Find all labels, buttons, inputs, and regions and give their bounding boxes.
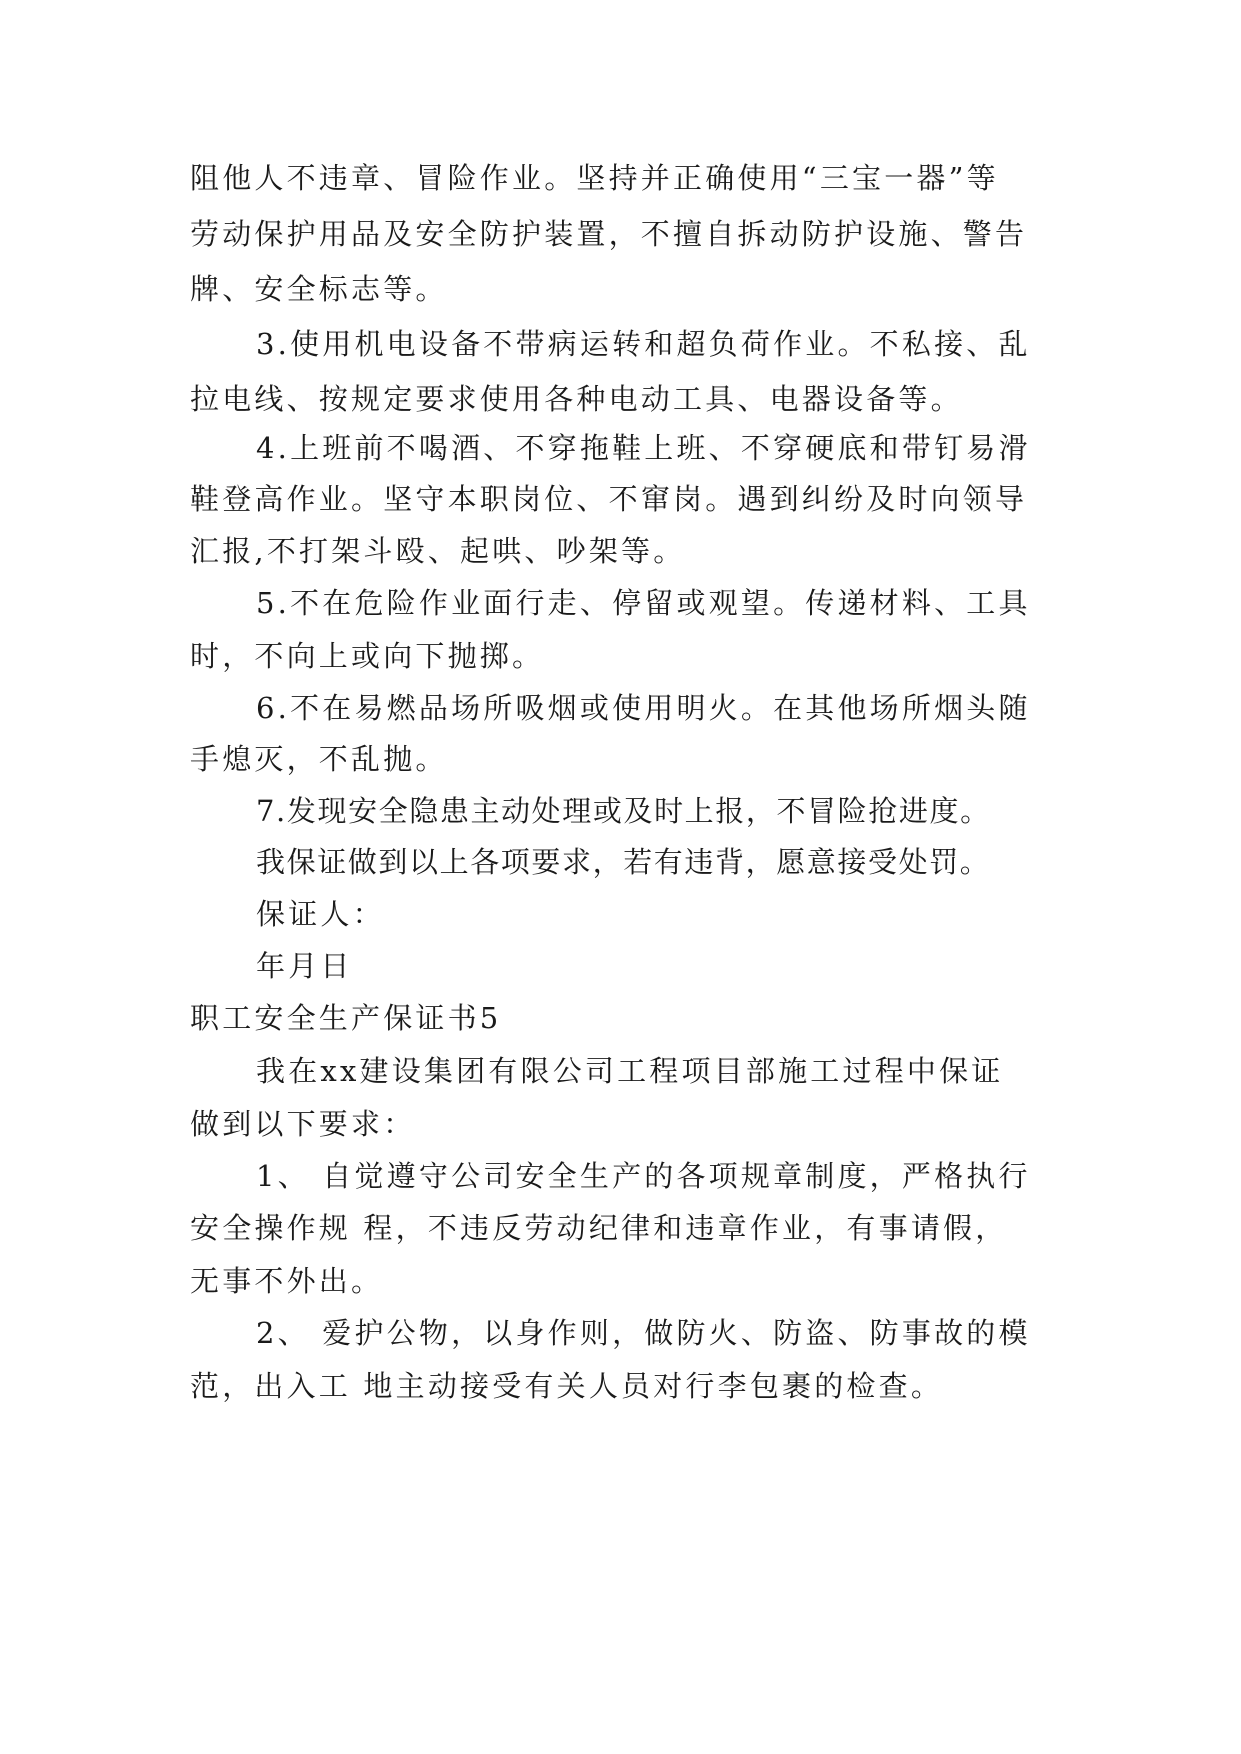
list-item-3: 3.使用机电设备不带病运转和超负荷作业。不私接、乱 [256,327,1031,361]
date-label: 年月日 [256,949,353,983]
paragraph-line: 手熄灭，不乱抛。 [190,742,448,776]
section-title: 职工安全生产保证书5 [190,1001,502,1035]
list-item-7: 7.发现安全隐患主动处理或及时上报，不冒险抢进度。 [256,794,991,828]
paragraph-line: 劳动保护用品及安全防护装置，不擅自拆动防护设施、警告 [190,217,1028,251]
list-item-4: 4.上班前不喝酒、不穿拖鞋上班、不穿硬底和带钉易滑 [256,431,1031,465]
guarantor-label: 保证人： [256,897,385,931]
paragraph-line: 阻他人不违章、冒险作业。坚持并正确使用“三宝一器”等 [190,161,999,195]
paragraph-line: 无事不外出。 [190,1264,384,1298]
paragraph-line: 时，不向上或向下抛掷。 [190,639,545,673]
paragraph-line: 安全操作规 程，不违反劳动纪律和违章作业，有事请假， [190,1211,1008,1245]
intro-paragraph: 我在xx建设集团有限公司工程项目部施工过程中保证 [256,1054,1004,1088]
paragraph-line: 汇报,不打架斗殴、起哄、吵架等。 [190,534,686,568]
paragraph-line: 牌、安全标志等。 [190,272,448,306]
paragraph-line: 拉电线、按规定要求使用各种电动工具、电器设备等。 [190,382,963,416]
list-item-2: 2、 爱护公物，以身作则，做防火、防盗、防事故的模 [256,1316,1031,1350]
list-item-5: 5.不在危险作业面行走、停留或观望。传递材料、工具 [256,586,1031,620]
pledge-statement: 我保证做到以上各项要求，若有违背，愿意接受处罚。 [256,845,991,879]
paragraph-line: 范，出入工 地主动接受有关人员对行李包裹的检查。 [190,1369,944,1403]
list-item-6: 6.不在易燃品场所吸烟或使用明火。在其他场所烟头随 [256,691,1031,725]
list-item-1: 1、 自觉遵守公司安全生产的各项规章制度，严格执行 [256,1159,1031,1193]
paragraph-line: 鞋登高作业。坚守本职岗位、不窜岗。遇到纠纷及时向领导 [190,482,1028,516]
paragraph-line: 做到以下要求： [190,1107,416,1141]
